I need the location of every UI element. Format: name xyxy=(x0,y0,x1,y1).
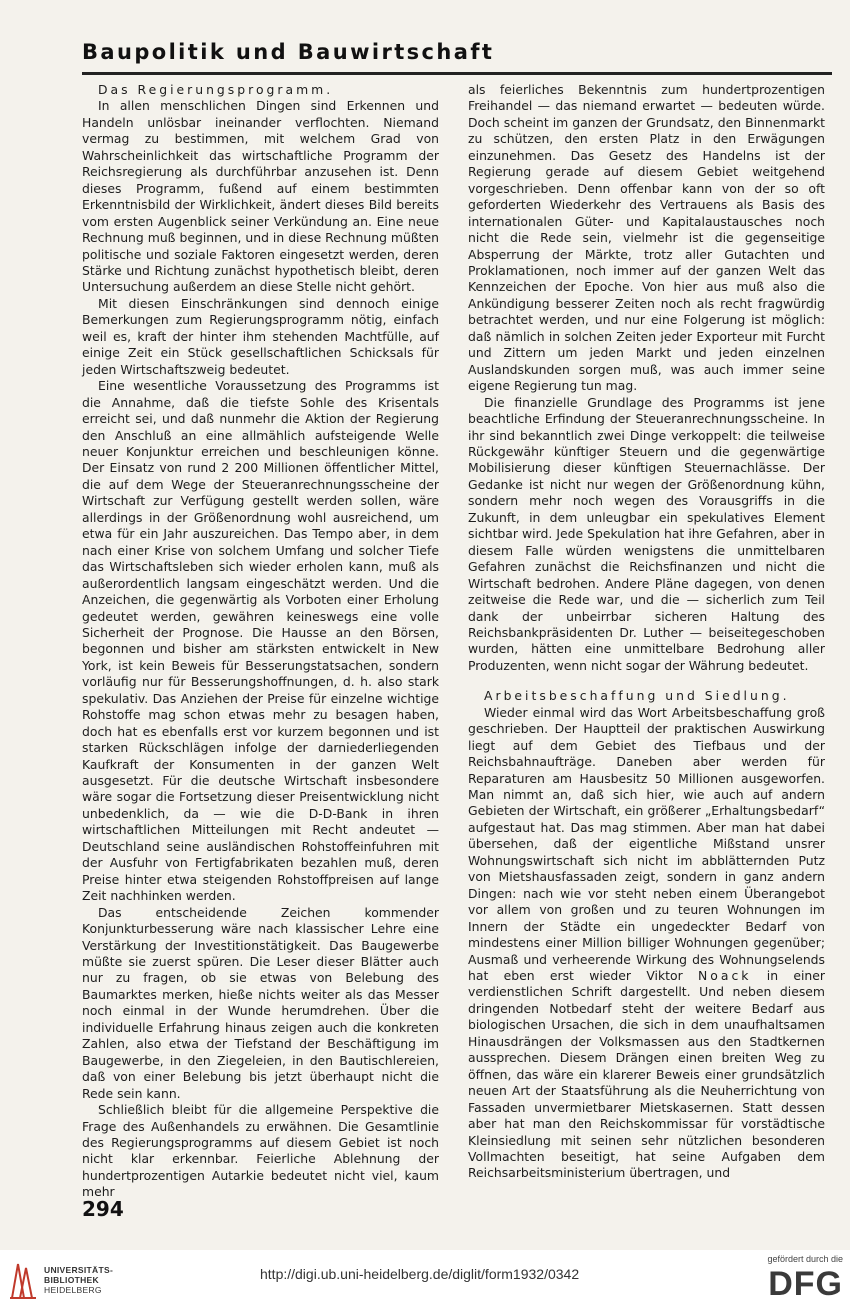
library-emblem-icon xyxy=(8,1260,38,1300)
heading-rule xyxy=(82,72,832,75)
page-heading: Baupolitik und Bauwirtschaft xyxy=(82,40,495,64)
source-url-link[interactable]: http://digi.ub.uni-heidelberg.de/diglit/form1932/0342 xyxy=(260,1266,580,1282)
library-line: UNIVERSITÄTS- xyxy=(44,1265,114,1275)
section-title-arbeitsbeschaffung: Arbeitsbeschaffung und Siedlung. xyxy=(484,688,790,704)
page-number: 294 xyxy=(82,1197,124,1221)
library-line: HEIDELBERG xyxy=(44,1285,102,1295)
right-column xyxy=(468,82,825,1182)
paragraph: Das entscheidende Zeichen kommender Konjunkturbesserung wäre nach klassischer Lehre eine Verstärkung der Investitionstätigkeit. Das Baugewerbe müßte sie zuerst spüren. Die Leser dieser Blätter auch nur zu fragen, ob sie etwas von Belebung des Baumarktes merken, hieße nichts weiter als das Messer noch einmal in der Wunde herumdrehen. Über die individuelle Erfahrung hinaus zeigen auch die konkreten Zahlen, also etwa der Tiefstand der Beschäftigung im Baugewerbe, in den Ziegeleien, in den Bautischlereien, daß von einer Belebung bis jetzt überhaupt nicht die Rede sein kann. xyxy=(82,904,439,1101)
paragraph: Mit diesen Einschränkungen sind dennoch einige Bemerkungen zum Regierungsprogramm nötig, einfach weil es, kraft der hinter ihm stehenden Machtfülle, auf einige Zeit ein Stück gesellschaftlichen Schicksals für jeden Wirtschaftszweig bedeutet. xyxy=(82,295,439,377)
paragraph-text: in einer verdienstlichen Schrift dargestellt. Und neben diesem dringenden Notbedarf steht der weitere Bedarf aus biologischen Ursachen, die sich in dem unaufhaltsamen Hinausdrängen der Volksmassen aus den Stadtkernen aussprechen. Diesem Drängen einen breiten Weg zu öffnen, das wäre ein klarerer Beweis einer grundsätzlich neuen Art der Staatsführung als die Neuherrichtung von Fassaden unvermietbarer Mietskasernen. Statt dessen aber hat man den Reichskommissar für vorstädtische Kleinsiedlung mit seinen sehr nützlichen besonderen Vollmachten beseitigt, hat seine Aufgaben dem Reichsarbeitsministerium übertragen, und xyxy=(468,968,825,1181)
funder-label: gefördert durch die xyxy=(767,1254,843,1264)
funder-logo[interactable] xyxy=(748,1254,843,1303)
paragraph: In allen menschlichen Dingen sind Erkennen und Handeln unlösbar ineinander verflochten. Niemand vermag zu bestimmen, mit welchem Grad von Wahrscheinlichkeit das wirtschaftliche Programm der Reichsregierung als durchführbar anzusehen ist. Denn dieses Programm, fußend auf einem bestimmten Erkenntnisbild der Wirklichkeit, ändert dieses Bild bereits vom ersten Augenblick seiner Verkündung an. Eine neue Rechnung muß beginnen, und in diese Rechnung müßten politische und soziale Faktoren eingesetzt werden, deren Stärke und Richtung zunächst hypothetisch bleibt, deren Untersuchung außerdem an diese Stelle nicht gehört. xyxy=(82,98,439,295)
author-name: Noack xyxy=(698,968,752,984)
dfg-logo: DFG xyxy=(768,1265,843,1303)
library-logo[interactable] xyxy=(8,1260,113,1300)
footer-bar xyxy=(0,1250,850,1313)
library-name xyxy=(44,1265,113,1295)
paragraph-text: Wieder einmal wird das Wort Arbeitsbeschaffung groß geschrieben. Der Hauptteil der praktischen Auswirkung liegt auf dem Gebiet des Tiefbaus und der Reichsbahnaufträge. Daneben aber werden für Reparaturen am Hausbesitz 50 Millionen ausgeworfen. Man nimmt an, daß sich hier, wie auch auf andern Gebieten der Wirtschaft, ein größerer „Erhaltungsbedarf“ aufgestaut hat. Das mag stimmen. Aber man hat dabei übersehen, daß der eigentliche Mißstand unsrer Wohnungswirtschaft sich nicht im abblätternden Putz von Mietshausfassaden zeigt, sondern in ganz andern Dingen: nach wie vor steht neben einem Überangebot vor allem von großen und zu teuren Wohnungen im Innern der Städte ein ungedeckter Bedarf von mindestens einer Million billiger Wohnungen gegenüber; Ausmaß und verheerende Wirkung des Wohnungselends hat eben erst wieder Viktor xyxy=(468,704,825,984)
paragraph: Schließlich bleibt für die allgemeine Perspektive die Frage des Außenhandels zu erwähnen. Die Gesamtlinie des Regierungsprogramms auf diesem Gebiet ist noch nicht klar erkennbar. Feierliche Ablehnung der hundertprozentigen Autarkie bedeutet nicht viel, kaum mehr xyxy=(82,1102,439,1200)
paragraph: Eine wesentliche Voraussetzung des Programms ist die Annahme, daß die tiefste Sohle des Krisentals erreicht sei, und daß nunmehr die Aktion der Regierung den Anschluß an eine allmählich aufsteigende Welle neuer Konjunktur erreichen und beschleunigen könne. Der Einsatz von rund 2 200 Millionen öffentlicher Mittel, die auf dem Wege der Steueranrechnungsscheine der Wirtschaft zur Verfügung gestellt werden sollen, wäre allerdings in der Größenordnung wohl ausreichend, um etwa für ein Jahr auszureichen. Das Tempo aber, in dem nach einer Krise von solchem Umfang und solcher Tiefe das Wirtschaftsleben sich wieder erholen kann, muß als außerordentlich langsam eingeschätzt werden. Und die Anzeichen, die gegenwärtig als Vorboten einer Erholung gedeutet werden, gewähren keineswegs eine volle Sicherheit der Prognose. Die Hausse an den Börsen, begonnen und bisher am stärksten entwickelt in New York, ist kein Beweis für Besserungstatsachen, sondern vorläufig nur für Besserungshoffnungen, d. h. also stark spekulativ. Das Anziehen der Preise für einzelne wichtige Rohstoffe mag schon etwas mehr zu besagen haben, doch hat es ebenfalls erst vor kurzem begonnen und ist starken Rückschlägen infolge der darniederliegenden Kaufkraft der Konsumenten in der ganzen Welt ausgesetzt. Für die deutsche Wirtschaft insbesondere wäre sogar die Fortsetzung dieser Preisentwicklung nicht unbedenklich, da — wie die D-D-Bank in ihren wirtschaftlichen Mitteilungen mit Recht andeutet — Deutschland seine ausländischen Rohstoffeinfuhren mit der Ausfuhr von Fertigfabrikaten bezahlen muß, deren Preise hinter etwa steigenden Rohstoffpreisen auf lange Zeit nachhinken werden. xyxy=(82,378,439,904)
paragraph xyxy=(468,705,825,1182)
section-title-regierungsprogramm: Das Regierungsprogramm. xyxy=(98,82,334,97)
left-column xyxy=(82,82,439,1201)
paragraph: Die finanzielle Grundlage des Programms ist jene beachtliche Erfindung der Steueranrechnungsscheine. In ihr sind bekanntlich zwei Dinge verkoppelt: die teilweise Rückgewähr künftiger Steuern und die gegenwärtige Mobilisierung dieser künftigen Steuernachlässe. Der Gedanke ist nicht nur wegen der Größenordnung kühn, sondern mehr noch wegen des Vorausgriffs in die Zukunft, in dem unleugbar ein spekulatives Element sichtbar wird. Jede Spekulation hat ihre Gefahren, aber in diesem Falle würden wenigstens die unmittelbaren Gefahren zunächst die Reichsfinanzen und nicht die Wirtschaft bedrohen. Andere Pläne dagegen, von denen zeitweise die Rede war, und die — sicherlich zum Teil dank der unbeirrbar sicheren Haltung des Reichsbankpräsidenten Dr. Luther — beiseitegeschoben wurden, hätten eine unmittelbare Bedrohung aller Produzenten, wenn nicht sogar der Währung bedeutet. xyxy=(468,394,825,673)
paragraph-continued: als feierliches Bekenntnis zum hundertprozentigen Freihandel — das niemand erwartet — bedeuten würde. Doch scheint im ganzen der Grundsatz, den Binnenmarkt zu schützen, den ersten Platz in den Erwägungen einzunehmen. Das Gesetz des Handelns ist der Regierung gerade auf diesem Gebiet weitgehend vorgeschrieben. Denn offenbar kann von der so oft geforderten Wiederkehr des Vertrauens als Basis des internationalen Güter- und Kapitalaustausches noch nicht die Rede sein, vielmehr ist die gegenseitige Absperrung der Märkte, trotz aller Gutachten und Proklamationen, noch immer auf der ganzen Welt das Kennzeichen der Epoche. Von hier aus muß also die Ankündigung besserer Zeiten noch als recht fragwürdig betrachtet werden, und nur eine Folgerung ist möglich: daß nämlich in solchen Zeiten jeder Exporteur mit Furcht und Zittern um jeden Markt und jeden einzelnen Auslandskunden sorgen muß, was auch immer seine eigene Regierung tun mag. xyxy=(468,82,825,394)
library-line: BIBLIOTHEK xyxy=(44,1275,99,1285)
